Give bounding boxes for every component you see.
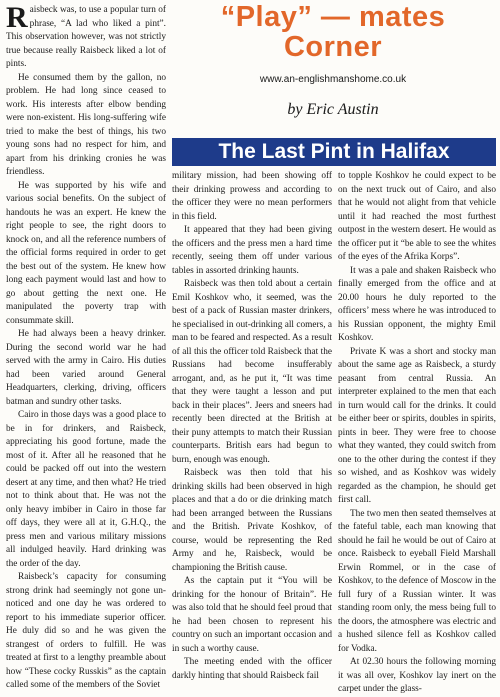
website-url: www.an-englishmanshome.co.uk bbox=[259, 74, 407, 85]
paragraph: Cairo in those days was a good place to be in for drinkers, and Raisbeck, appreciating his good fortune, made the most of it. After all he reasoned that he could be packed off out into the western desert at any time, and then what? He tried not to think about that. He was not the only heavy imbiber in Cairo in those far off days, they were all at it, G.H.Q., the press men and various military missions all indulged heavily. Hard drinking was the order of the day. bbox=[6, 410, 166, 569]
paragraph: The two men then seated themselves at the fateful table, each man knowing that should he fail he would be out of Cairo at once. Raisbeck to eyeball Field Marshall Erwin Rommel, or in the case of Koshkov, to the defence of Moscow in the full fury of a Russian winter. It was standing room only, the mess being full to the doors, the atmosphere was electric and a hushed silence fell as Koshkov called for Vodka. bbox=[338, 508, 496, 654]
paragraph: Raisbeck was then told about a certain Emil Koshkov who, it seemed, was the best of a pack of Russian master drinkers, he specialised in out-drinking all comers, a man to be feared and respected. As a result of all this the officer told Raisbeck that the Russians had become insufferably arrogant, and, as he put it, “It was time that they were taught a lesson and put back in their places”. Jeers and sneers had recently been directed at the British at their puny attempts to match their Russian counterparts. British ears had begun to burn, enough was enough. bbox=[172, 279, 332, 465]
paragraph: The meeting ended with the officer darkly hinting that should Raisbeck fail bbox=[172, 657, 332, 681]
paragraph: Raisbeck was then told that his drinking skills had been observed in high places and that a do or die drinking match had been arranged between the Russians and the British. Private Koshkov, of course, would be representing the Red Army and he, Raisbeck, would be championing the British cause. bbox=[172, 468, 332, 573]
paragraph: Private K was a short and stocky man about the same age as Raisbeck, a sturdy peasant from central Russia. An interpreter explained to the men that each in turn would call for the drinks. It could be either beer or spirits, doubles in spirits, pints in beer. They were free to choose what they wanted, they could switch from one to the other during the contest if they so wished, and as Koshkov was widely regarded as the champion, he should get first call. bbox=[338, 346, 496, 505]
drop-cap: R bbox=[6, 1, 28, 34]
article-column-3 bbox=[338, 170, 496, 697]
paragraph: military mission, had been showing off their drinking prowess and according to the officer they were no mean performers in this field. bbox=[172, 171, 332, 222]
paragraph-text: aisbeck was, to use a popular turn of phrase, “A lad who liked a pint”. This observation however, was not strictly true because really Raisbeck liked a lot of pints. bbox=[6, 5, 166, 69]
paragraph bbox=[6, 1, 166, 72]
headline: “Play” — mates bbox=[220, 1, 446, 33]
story-title-banner: The Last Pint in Halifax bbox=[172, 138, 496, 166]
article-column-1 bbox=[6, 1, 166, 693]
paragraph: At 02.30 hours the following morning it was all over, Koshkov lay inert on the carpet under the glass- bbox=[338, 657, 496, 694]
paragraph: He consumed them by the gallon, no problem. He had long since ceased to work. His interests after elbow bending were non-existent. His long-suffering wife tried to make the best of things, his two young sons had no respect for him, and apart from his drinking cronies he was friendless. bbox=[6, 72, 166, 177]
paragraph: It was a pale and shaken Raisbeck who finally emerged from the office and at 20.00 hours he duly reported to the officers’ mess where he was introduced to his Russian opponent, the mighty Emil Koshkov. bbox=[338, 265, 496, 343]
paragraph: He had always been a heavy drinker. During the second world war he had served with the army in Cairo. His duties had been varied around General Headquarters, clerking, driving, officers batman and sundry other tasks. bbox=[6, 329, 166, 407]
paragraph: Raisbeck’s capacity for consuming strong drink had seemingly not gone un-noticed and one day he was ordered to report to his immediate superior officer. He duly did so and he was given the strangest of orders to fulfill. He was treated at first to a lengthy preamble about how “These cocky Russkis” as the captain called some of the members of the Soviet bbox=[6, 572, 166, 690]
article-column-2 bbox=[172, 170, 332, 683]
headline-second-line: Corner bbox=[283, 31, 383, 63]
paragraph: to topple Koshkov he could expect to be on the next truck out of Cairo, and also that he would not alight from that vehicle until it had reached the most furthest outpost in the western desert. He would as the officer put it “be able to see the whites of the eyes of the Afrika Korps”. bbox=[338, 171, 496, 262]
paragraph: As the captain put it “You will be drinking for the honour of Britain”. He was also told that he should feel proud that he had been chosen to represent his country on such an important occasion and in such a worthy cause. bbox=[172, 576, 332, 654]
author-byline: by Eric Austin bbox=[287, 101, 379, 118]
paragraph: He was supported by his wife and various social benefits. On the subject of handouts he was an expert. He knew the right people to see, the right doors to knock on, and all the reference numbers of the official forms required in order to get the best out of the system. He knew how long each payment would last and how to go about getting the next one. He manipulated the poverty trap with consummate skill. bbox=[6, 180, 166, 326]
article-masthead bbox=[170, 2, 496, 119]
paragraph: It appeared that they had been giving the officers and the press men a hard time recently, seeing them off under various tables in assorted drinking haunts. bbox=[172, 225, 332, 276]
